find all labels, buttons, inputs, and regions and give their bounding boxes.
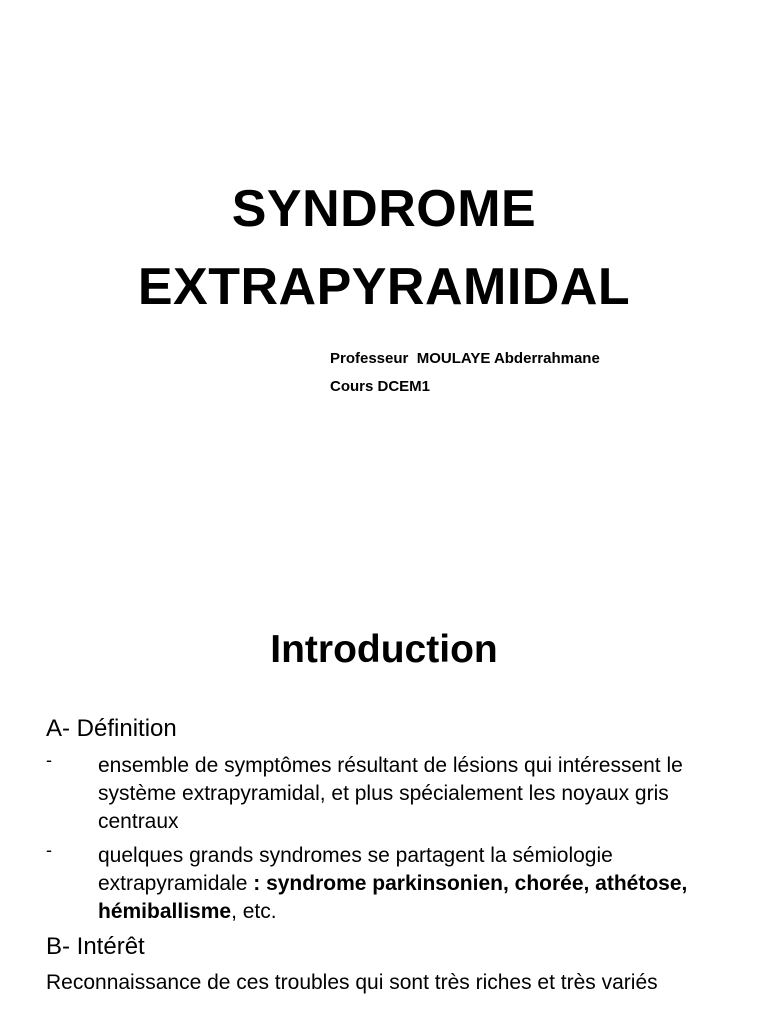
main-title (0, 170, 768, 326)
heading-definition: A- Définition (46, 715, 177, 742)
bullet-marker: - (46, 840, 52, 860)
bullet-text (98, 842, 736, 926)
section-title: Introduction (270, 628, 498, 671)
author-name: Professeur MOULAYE Abderrahmane (330, 350, 600, 367)
list-item (46, 752, 736, 836)
list-item (46, 842, 736, 926)
interest-text: Reconnaissance de ces troubles qui sont très riches et très variés (46, 971, 658, 994)
heading-interest: B- Intérêt (46, 933, 145, 960)
introduction-slide (0, 560, 768, 1024)
bullet-text-bold: : syndrome parkinsonien, chorée, athétose, hémiballisme (98, 872, 688, 923)
main-title-line-2: EXTRAPYRAMIDAL (137, 258, 631, 316)
bullet-text-plain: quelques grands syndromes se partagent la sémiologie extrapyramidale (98, 844, 613, 895)
bullet-marker: - (46, 750, 52, 770)
bullet-text: ensemble de symptômes résultant de lésions qui intéressent le système extrapyramidal, et plus spécialement les noyaux gris centraux (98, 754, 683, 833)
course-name: Cours DCEM1 (330, 378, 431, 395)
bullet-text-tail: , etc. (231, 900, 277, 923)
author-block (330, 345, 600, 401)
main-title-line-1: SYNDROME (231, 180, 537, 238)
